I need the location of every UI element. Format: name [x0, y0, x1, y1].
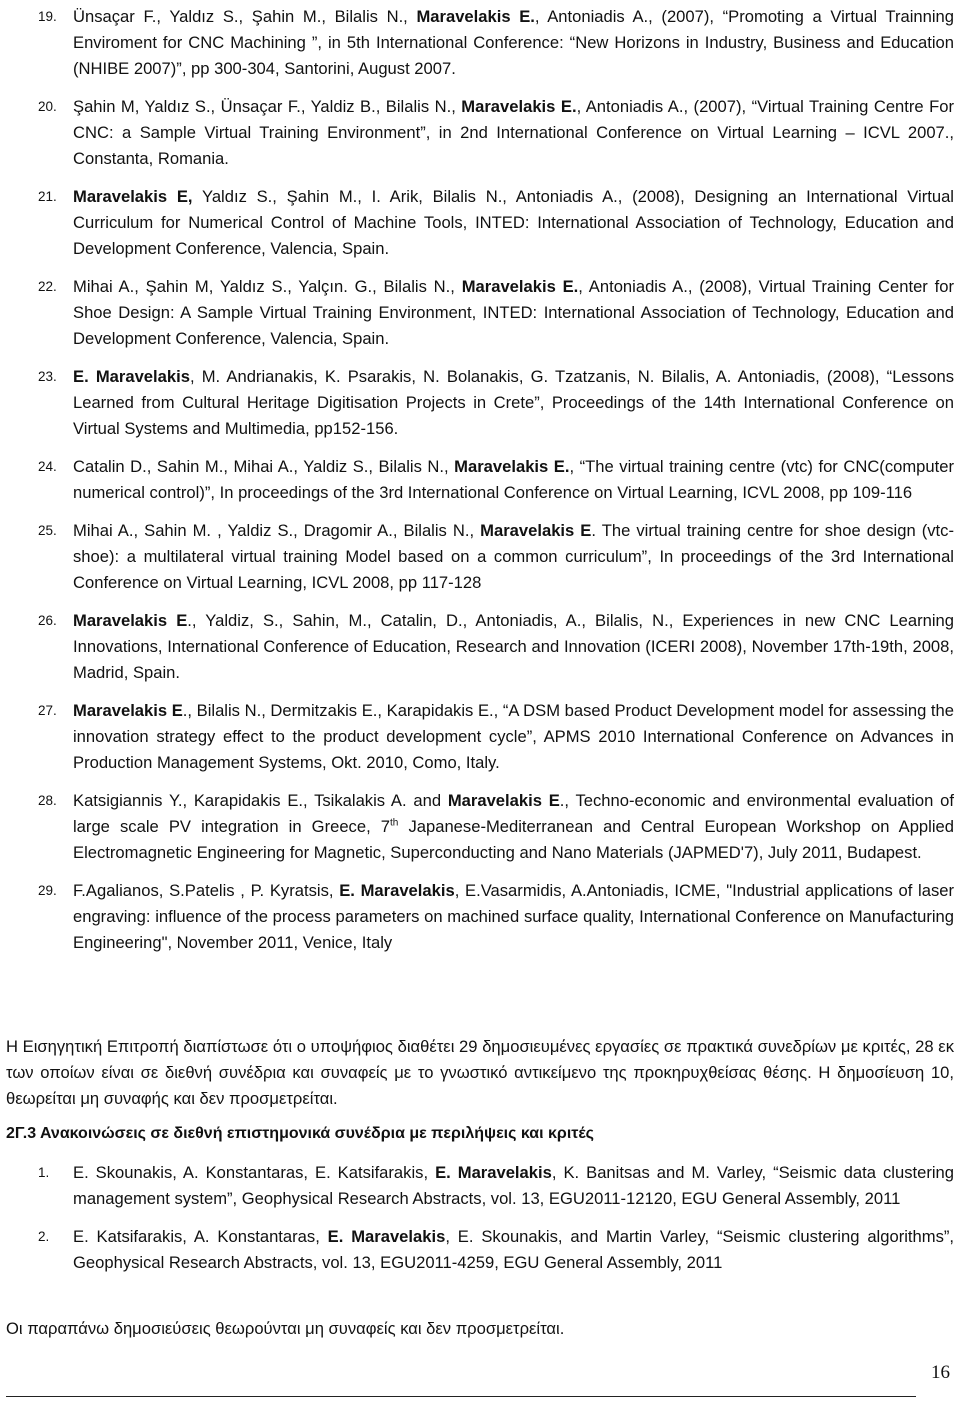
reference-number: 24. [38, 459, 57, 474]
reference-number: 20. [38, 99, 57, 114]
abstract-item-1: 1. E. Skounakis, A. Konstantaras, E. Katsifarakis, E. Maravelakis, K. Banitsas and M. Varley, “Seismic data clustering management system”, Geophysical Research Abstracts, vol. 13, EGU2011-12120, EGU General Assembly, 2011 [0, 1160, 960, 1212]
author-highlight: Maravelakis E. [461, 277, 579, 296]
committee-paragraph: Η Εισηγητική Επιτροπή διαπίστωσε ότι ο υποψήφιος διαθέτει 29 δημοσιευμένες εργασίες σε πρακτικά συνεδρίων με κριτές, 28 εκ των οποίων είναι σε διεθνή συνέδρια και συναφείς με το γνωστικό αντικείμενο της προκηρυχθείσας θέσης. Η δημοσίευση 10, θεωρείται μη συναφής και δεν προσμετρείται. [6, 1037, 954, 1108]
reference-list-abstracts [0, 1160, 960, 1276]
reference-item-25: 25. Mihai A., Sahin M. , Yaldiz S., Dragomir A., Bilalis N., Maravelakis E. The virtual training centre for shoe design (vtc-shoe): a multilateral virtual training Model based on a common curriculum”, In proceedings of the 3rd International Conference on Virtual Learning, ICVL 2008, pp 117-128 [0, 518, 960, 596]
reference-item-29: 29. F.Agalianos, S.Patelis , P. Kyratsis, E. Maravelakis, E.Vasarmidis, A.Antoniadis, ICME, "Industrial applications of laser engraving: influence of the process parameters on machined surface quality, International Conference on Manufacturing Engineering", November 2011, Venice, Italy [0, 878, 960, 956]
author-highlight: Maravelakis E [73, 701, 183, 720]
reference-number: 2. [38, 1229, 50, 1244]
reference-item-26: 26. Maravelakis E., Yaldiz, S., Sahin, M., Catalin, D., Antoniadis, A., Bilalis, N., Experiences in new CNC Learning Innovations, International Conference of Education, Research and Innovation (ICERI 2008), November 17th-19th, 2008, Madrid, Spain. [0, 608, 960, 686]
reference-number: 26. [38, 613, 57, 628]
reference-item-28: 28. Katsigiannis Y., Karapidakis E., Tsikalakis A. and Maravelakis E., Techno-economic and environmental evaluation of large scale PV integration in Greece, 7th Japanese-Mediterranean and Central European Workshop on Applied Electromagnetic Engineering for Magnetic, Superconducting and Nano Materials (JAPMED'7), July 2011, Budapest. [0, 788, 960, 866]
reference-list-conference [0, 4, 960, 956]
reference-item-19: 19. Ünsaçar F., Yaldız S., Şahin M., Bilalis N., Maravelakis E., Antoniadis A., (2007), “Promoting a Virtual Trainning Enviroment for CNC Machining ”, in 5th International Conference: “New Horizons in Industry, Business and Education (NHIBE 2007)”, pp 300-304, Santorini, August 2007. [0, 4, 960, 82]
author-highlight: Maravelakis E [73, 611, 188, 630]
section-heading: 2Γ.3 Ανακοινώσεις σε διεθνή επιστημονικά συνέδρια με περιλήψεις και κριτές [6, 1125, 594, 1142]
superscript: th [390, 817, 399, 829]
reference-number: 23. [38, 369, 57, 384]
author-highlight: Maravelakis E [447, 791, 560, 810]
reference-item-24: 24. Catalin D., Sahin M., Mihai A., Yaldiz S., Bilalis N., Maravelakis E., “The virtual training centre (vtc) for CNC(computer numerical control)”, In proceedings of the 3rd International Conference on Virtual Learning, ICVL 2008, pp 109-116 [0, 454, 960, 506]
author-highlight: E. Maravelakis [339, 881, 455, 900]
reference-number: 25. [38, 523, 57, 538]
author-highlight: Maravelakis E [480, 521, 592, 540]
reference-item-22: 22. Mihai A., Şahin M, Yaldız S., Yalçın. G., Bilalis N., Maravelakis E., Antoniadis A., (2008), Virtual Training Center for Shoe Design: A Sample Virtual Training Environment, INTED: International Association of Technology, Education and Development Conference, Valencia, Spain. [0, 274, 960, 352]
reference-item-21: 21. Maravelakis E, Yaldız S., Şahin M., I. Arik, Bilalis N., Antoniadis A., (2008), Designing an International Virtual Curriculum for Numerical Control of Machine Tools, INTED: International Association of Technology, Education and Development Conference, Valencia, Spain. [0, 184, 960, 262]
author-highlight: E. Maravelakis [435, 1163, 552, 1182]
author-highlight: Maravelakis E. [461, 97, 577, 116]
reference-number: 19. [38, 9, 57, 24]
reference-number: 22. [38, 279, 57, 294]
author-highlight: Maravelakis E. [416, 7, 535, 26]
reference-number: 28. [38, 793, 57, 808]
reference-item-23: 23. E. Maravelakis, M. Andrianakis, K. Psarakis, N. Bolanakis, G. Tzatzanis, N. Bilalis, A. Antoniadis, (2008), “Lessons Learned from Cultural Heritage Digitisation Projects in Crete”, Proceedings of the 14th International Conference on Virtual Systems and Multimedia, pp152-156. [0, 364, 960, 442]
author-highlight: E. Maravelakis [73, 367, 190, 386]
author-highlight: Maravelakis E, [73, 187, 193, 206]
footer-rule [6, 1396, 916, 1397]
page-number: 16 [931, 1362, 950, 1383]
reference-number: 1. [38, 1165, 50, 1180]
abstract-item-2: 2. E. Katsifarakis, A. Konstantaras, E. Maravelakis, E. Skounakis, and Martin Varley, “Seismic clustering algorithms”, Geophysical Research Abstracts, vol. 13, EGU2011-4259, EGU General Assembly, 2011 [0, 1224, 960, 1276]
closing-sentence: Οι παραπάνω δημοσιεύσεις θεωρούνται μη συναφείς και δεν προσμετρείται. [6, 1319, 565, 1338]
author-highlight: E. Maravelakis [327, 1227, 446, 1246]
reference-number: 21. [38, 189, 57, 204]
author-highlight: Maravelakis E. [454, 457, 570, 476]
reference-number: 29. [38, 883, 57, 898]
reference-number: 27. [38, 703, 57, 718]
reference-item-27: 27. Maravelakis E., Bilalis N., Dermitzakis E., Karapidakis E., “A DSM based Product Development model for assessing the innovation strategy effect to the product development cycle”, APMS 2010 International Conference on Advances in Production Management Systems, Okt. 2010, Como, Italy. [0, 698, 960, 776]
reference-item-20: 20. Şahin M, Yaldız S., Ünsaçar F., Yaldiz B., Bilalis N., Maravelakis E., Antoniadis A., (2007), “Virtual Training Centre For CNC: a Sample Virtual Training Environment”, in 2nd International Conference on Virtual Learning – ICVL 2007., Constanta, Romania. [0, 94, 960, 172]
